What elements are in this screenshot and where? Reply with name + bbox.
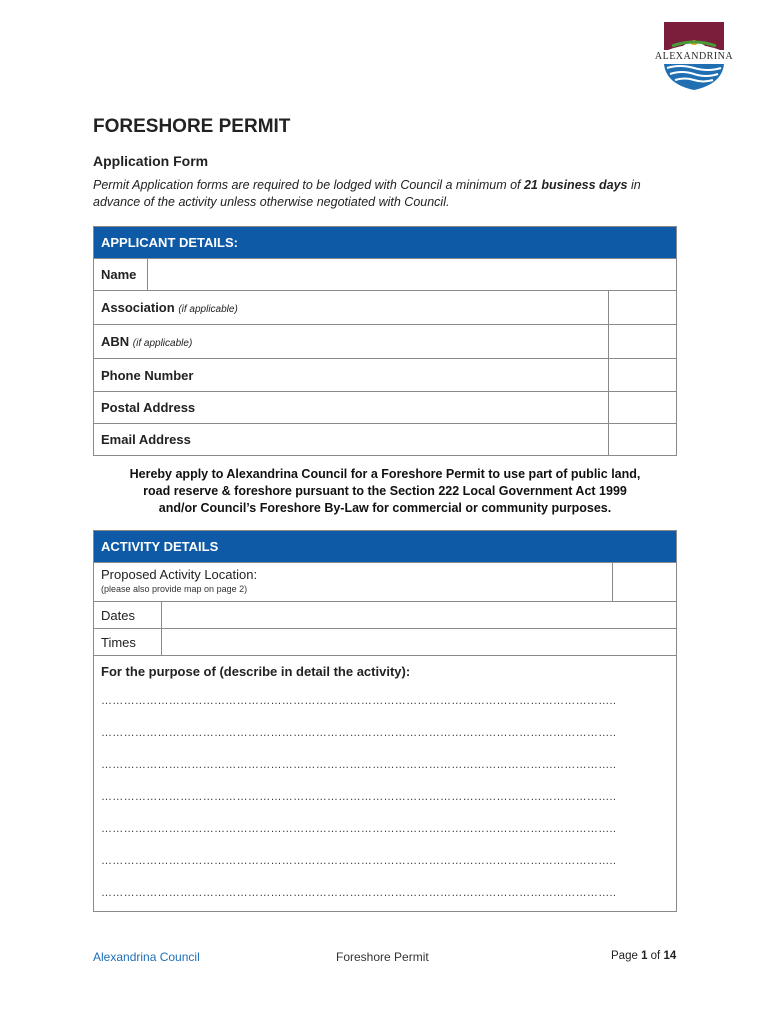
dates-field[interactable] xyxy=(162,602,677,629)
logo-wordmark: ALEXANDRINA xyxy=(654,51,734,62)
purpose-label: For the purpose of (describe in detail the activity): xyxy=(101,664,411,679)
dates-label: Dates xyxy=(94,602,162,629)
footer-page-number: Page 1 of 14 xyxy=(611,950,677,962)
intro-deadline: 21 business days xyxy=(523,178,628,192)
declaration-text: Hereby apply to Alexandrina Council for a Foreshore Permit to use part of public land, road reserve & foreshore pursuant to the Section 222 Local Government Act 1999 and/or Council’s Foreshore By-Law for commercial or community purposes. xyxy=(129,467,641,515)
association-hint: (if applicable) xyxy=(178,304,238,315)
phone-field[interactable] xyxy=(608,359,676,392)
location-field[interactable] xyxy=(613,563,677,602)
postal-address-field[interactable] xyxy=(608,392,676,424)
footer-document-name: Foreshore Permit xyxy=(336,950,429,964)
abn-label-cell xyxy=(94,325,609,359)
purpose-dotted-line[interactable]: ……………………………………………………………………………………………………………………….. xyxy=(101,887,617,899)
footer-council-name: Alexandrina Council xyxy=(93,950,200,964)
activity-details-table xyxy=(93,530,677,912)
purpose-dotted-line[interactable]: ……………………………………………………………………………………………………………………….. xyxy=(101,791,617,803)
abn-label: ABN xyxy=(101,334,130,349)
association-label-cell xyxy=(94,291,609,325)
activity-details-heading: ACTIVITY DETAILS xyxy=(94,531,677,563)
association-label: Association xyxy=(101,300,175,315)
abn-hint: (if applicable) xyxy=(132,338,193,349)
page-title: FORESHORE PERMIT xyxy=(93,116,291,137)
applicant-details-heading: APPLICANT DETAILS: xyxy=(94,227,677,259)
applicant-details-table xyxy=(93,226,677,456)
purpose-dotted-line[interactable]: ……………………………………………………………………………………………………………………….. xyxy=(101,727,617,739)
abn-field[interactable] xyxy=(608,325,676,359)
phone-label: Phone Number xyxy=(94,359,609,392)
times-label: Times xyxy=(94,629,162,656)
location-hint: (please also provide map on page 2) xyxy=(101,584,248,594)
name-field[interactable] xyxy=(148,259,677,291)
association-field[interactable] xyxy=(608,291,676,325)
location-label: Proposed Activity Location: xyxy=(101,567,258,582)
page-subtitle: Application Form xyxy=(93,153,209,169)
location-label-cell xyxy=(94,563,613,602)
purpose-lines xyxy=(101,685,669,909)
name-label: Name xyxy=(94,259,148,291)
alexandrina-logo xyxy=(650,20,738,92)
purpose-dotted-line[interactable]: ……………………………………………………………………………………………………………………….. xyxy=(101,695,617,707)
intro-text: Permit Application forms are required to be lodged with Council a minimum of 21 business days in advance of the activity unless otherwise negotiated with Council. xyxy=(93,178,641,209)
purpose-dotted-line[interactable]: ……………………………………………………………………………………………………………………….. xyxy=(101,855,617,867)
postal-address-label: Postal Address xyxy=(94,392,609,424)
purpose-dotted-line[interactable]: ……………………………………………………………………………………………………………………….. xyxy=(101,823,617,835)
email-address-label: Email Address xyxy=(94,424,609,456)
email-address-field[interactable] xyxy=(608,424,676,456)
purpose-dotted-line[interactable]: ……………………………………………………………………………………………………………………….. xyxy=(101,759,617,771)
times-field[interactable] xyxy=(162,629,677,656)
purpose-section[interactable] xyxy=(94,656,677,912)
